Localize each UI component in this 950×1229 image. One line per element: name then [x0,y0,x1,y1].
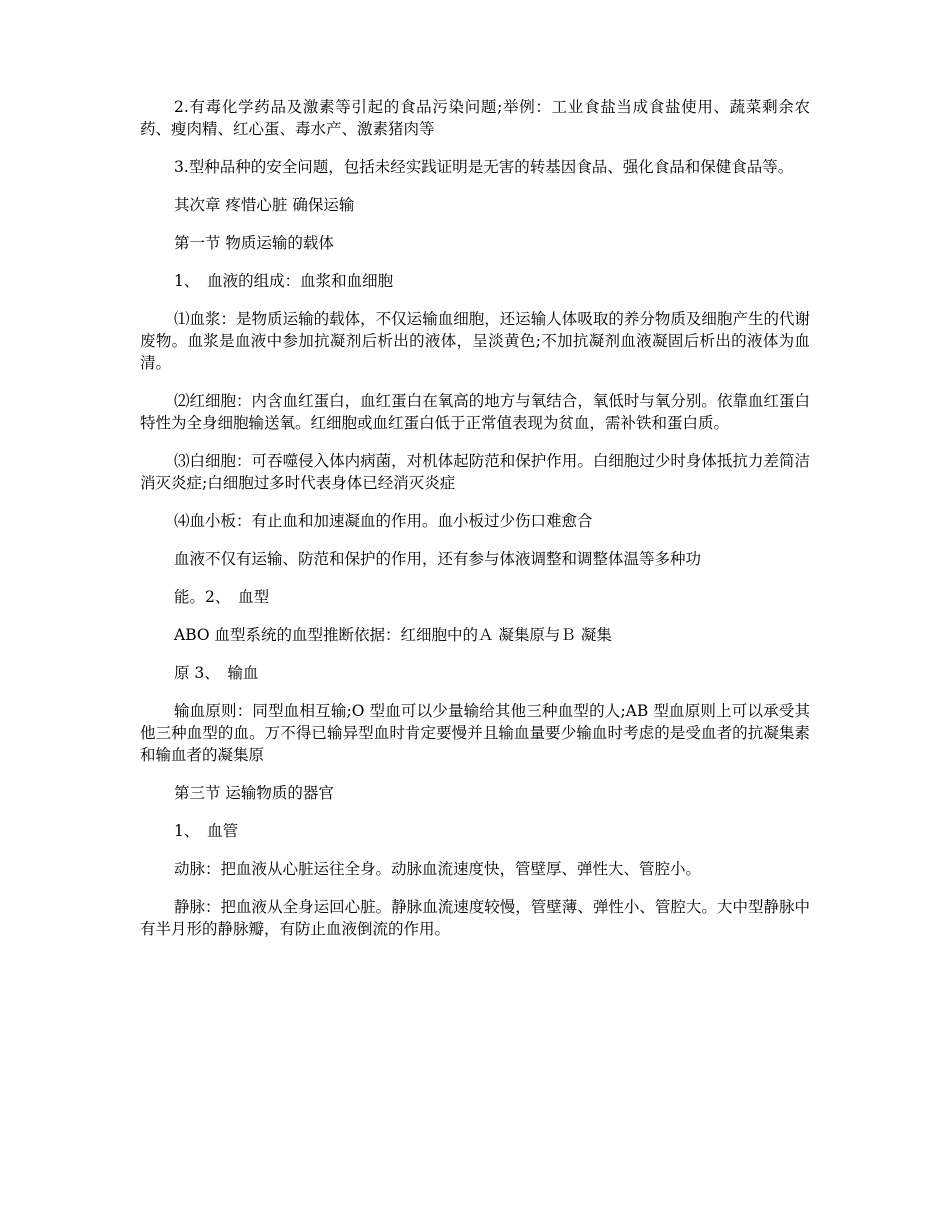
paragraph-blood-functions: 血液不仅有运输、防范和保护的作用，还有参与体液调整和调整体温等多种功 [174,550,702,568]
subheading-blood-composition: 1、 血液的组成：血浆和血细胞 [174,272,394,290]
section-heading-3: 第三节 运输物质的器官 [174,784,334,802]
paragraph-abo-basis: ABO 血型系统的血型推断依据：红细胞中的Ａ 凝集原与Ｂ 凝集 [174,626,612,644]
paragraph-transfusion-heading: 原 3、 输血 [174,664,259,682]
paragraph-gmo-safety: 3.型种品种的安全问题，包括未经实践证明是无害的转基因食品、强化食品和保健食品等。 [174,158,794,176]
section-heading-1: 第一节 物质运输的载体 [174,234,334,252]
document-body [140,96,810,956]
paragraph-arteries: 动脉：把血液从心脏运往全身。动脉血流速度快，管壁厚、弹性大、管腔小。 [174,860,702,878]
paragraph-veins: 静脉：把血液从全身运回心脏。静脉血流速度较慢，管壁薄、弹性小、管腔大。大中型静脉中有半月形的静脉瓣，有防止血液倒流的作用。 [140,898,810,938]
paragraph-white-cells: ⑶白细胞：可吞噬侵入体内病菌，对机体起防范和保护作用。白细胞过少时身体抵抗力差简洁消灭炎症;白细胞过多时代表身体已经消灭炎症 [140,452,810,492]
chapter-heading: 其次章 疼惜心脏 确保运输 [174,196,355,214]
paragraph-plasma: ⑴血浆：是物质运输的载体，不仅运输血细胞，还运输人体吸取的养分物质及细胞产生的代谢废物。血浆是血液中参加抗凝剂后析出的液体，呈淡黄色;不加抗凝剂血液凝固后析出的液体为血清。 [140,310,810,372]
paragraph-blood-type-heading: 能。2、 血型 [174,588,270,606]
paragraph-transfusion-principle: 输血原则：同型血相互输;O 型血可以少量输给其他三种血型的人;AB 型血原则上可以承受其他三种血型的血。万不得已输异型血时肯定要慢并且输血量要少输血时考虑的是受血者的抗凝集素和输血者的凝集原 [140,702,810,764]
paragraph-red-cells: ⑵红细胞：内含血红蛋白，血红蛋白在氧高的地方与氧结合，氧低时与氧分别。依靠血红蛋白特性为全身细胞输送氧。红细胞或血红蛋白低于正常值表现为贫血，需补铁和蛋白质。 [140,392,810,432]
paragraph-platelets: ⑷血小板：有止血和加速凝血的作用。血小板过少伤口难愈合 [174,512,593,530]
paragraph-food-pollution: 2.有毒化学药品及激素等引起的食品污染问题;举例：工业食盐当成食盐使用、蔬菜剩余农药、瘦肉精、红心蛋、毒水产、激素猪肉等 [140,98,810,138]
subheading-blood-vessels: 1、 血管 [174,822,239,840]
